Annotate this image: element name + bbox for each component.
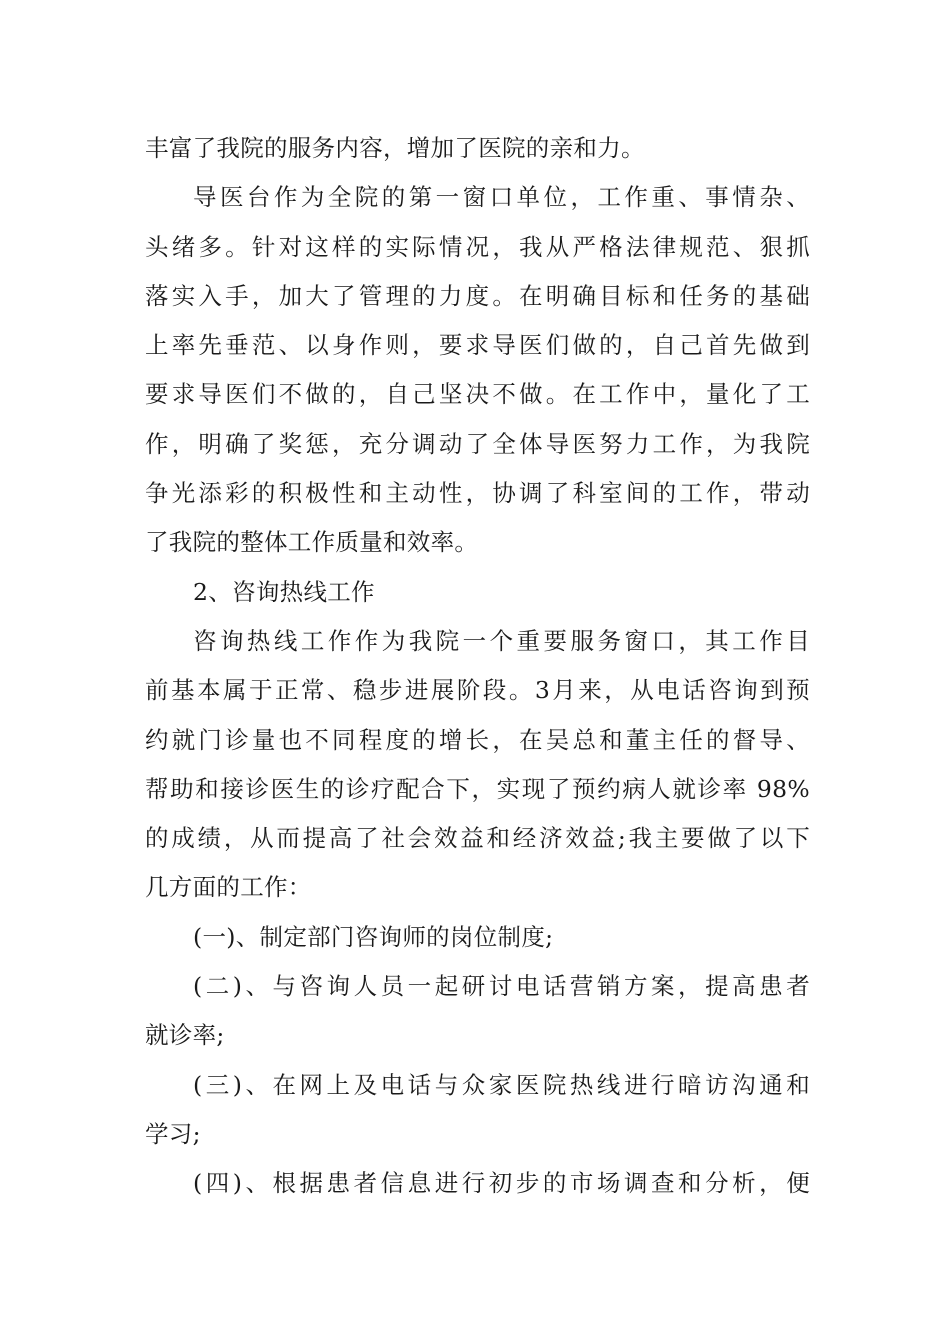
text-line: 就诊率; (145, 1021, 225, 1050)
text-line: 了我院的整体工作质量和效率。 (145, 528, 479, 557)
text-line: (三)、在网上及电话与众家医院热线进行暗访沟通和 (193, 1070, 810, 1099)
text-line: 帮助和接诊医生的诊疗配合下，实现了预约病人就诊率 98% (145, 774, 810, 803)
text-line: 头绪多。针对这样的实际情况，我从严格法律规范、狠抓 (145, 232, 810, 261)
text-line: (二)、与咨询人员一起研讨电话营销方案，提高患者 (193, 972, 810, 1001)
text-line: 的成绩，从而提高了社会效益和经济效益;我主要做了以下 (145, 824, 810, 853)
text-line: 上率先垂范、以身作则，要求导医们做的，自己首先做到 (145, 331, 810, 360)
text-line: 作，明确了奖惩，充分调动了全体导医努力工作，为我院 (145, 429, 810, 458)
text-line: 导医台作为全院的第一窗口单位，工作重、事情杂、 (193, 183, 810, 212)
text-line: (一)、制定部门咨询师的岗位制度; (193, 922, 554, 951)
text-line: (四)、根据患者信息进行初步的市场调查和分析，便 (193, 1169, 810, 1198)
text-line: 2、咨询热线工作 (193, 577, 375, 606)
text-line: 争光添彩的积极性和主动性，协调了科室间的工作，带动 (145, 479, 810, 508)
text-line: 学习; (145, 1119, 201, 1148)
document-body (145, 124, 810, 1209)
text-line: 前基本属于正常、稳步进展阶段。3月来，从电话咨询到预 (145, 676, 810, 705)
text-line: 丰富了我院的服务内容，增加了医院的亲和力。 (145, 134, 645, 162)
text-line: 要求导医们不做的，自己坚决不做。在工作中，量化了工 (145, 380, 810, 409)
text-line: 几方面的工作： (145, 873, 312, 902)
text-line: 约就门诊量也不同程度的增长，在吴总和董主任的督导、 (145, 725, 810, 754)
text-line: 咨询热线工作作为我院一个重要服务窗口，其工作目 (193, 626, 810, 655)
text-line: 落实入手，加大了管理的力度。在明确目标和任务的基础 (145, 281, 810, 310)
